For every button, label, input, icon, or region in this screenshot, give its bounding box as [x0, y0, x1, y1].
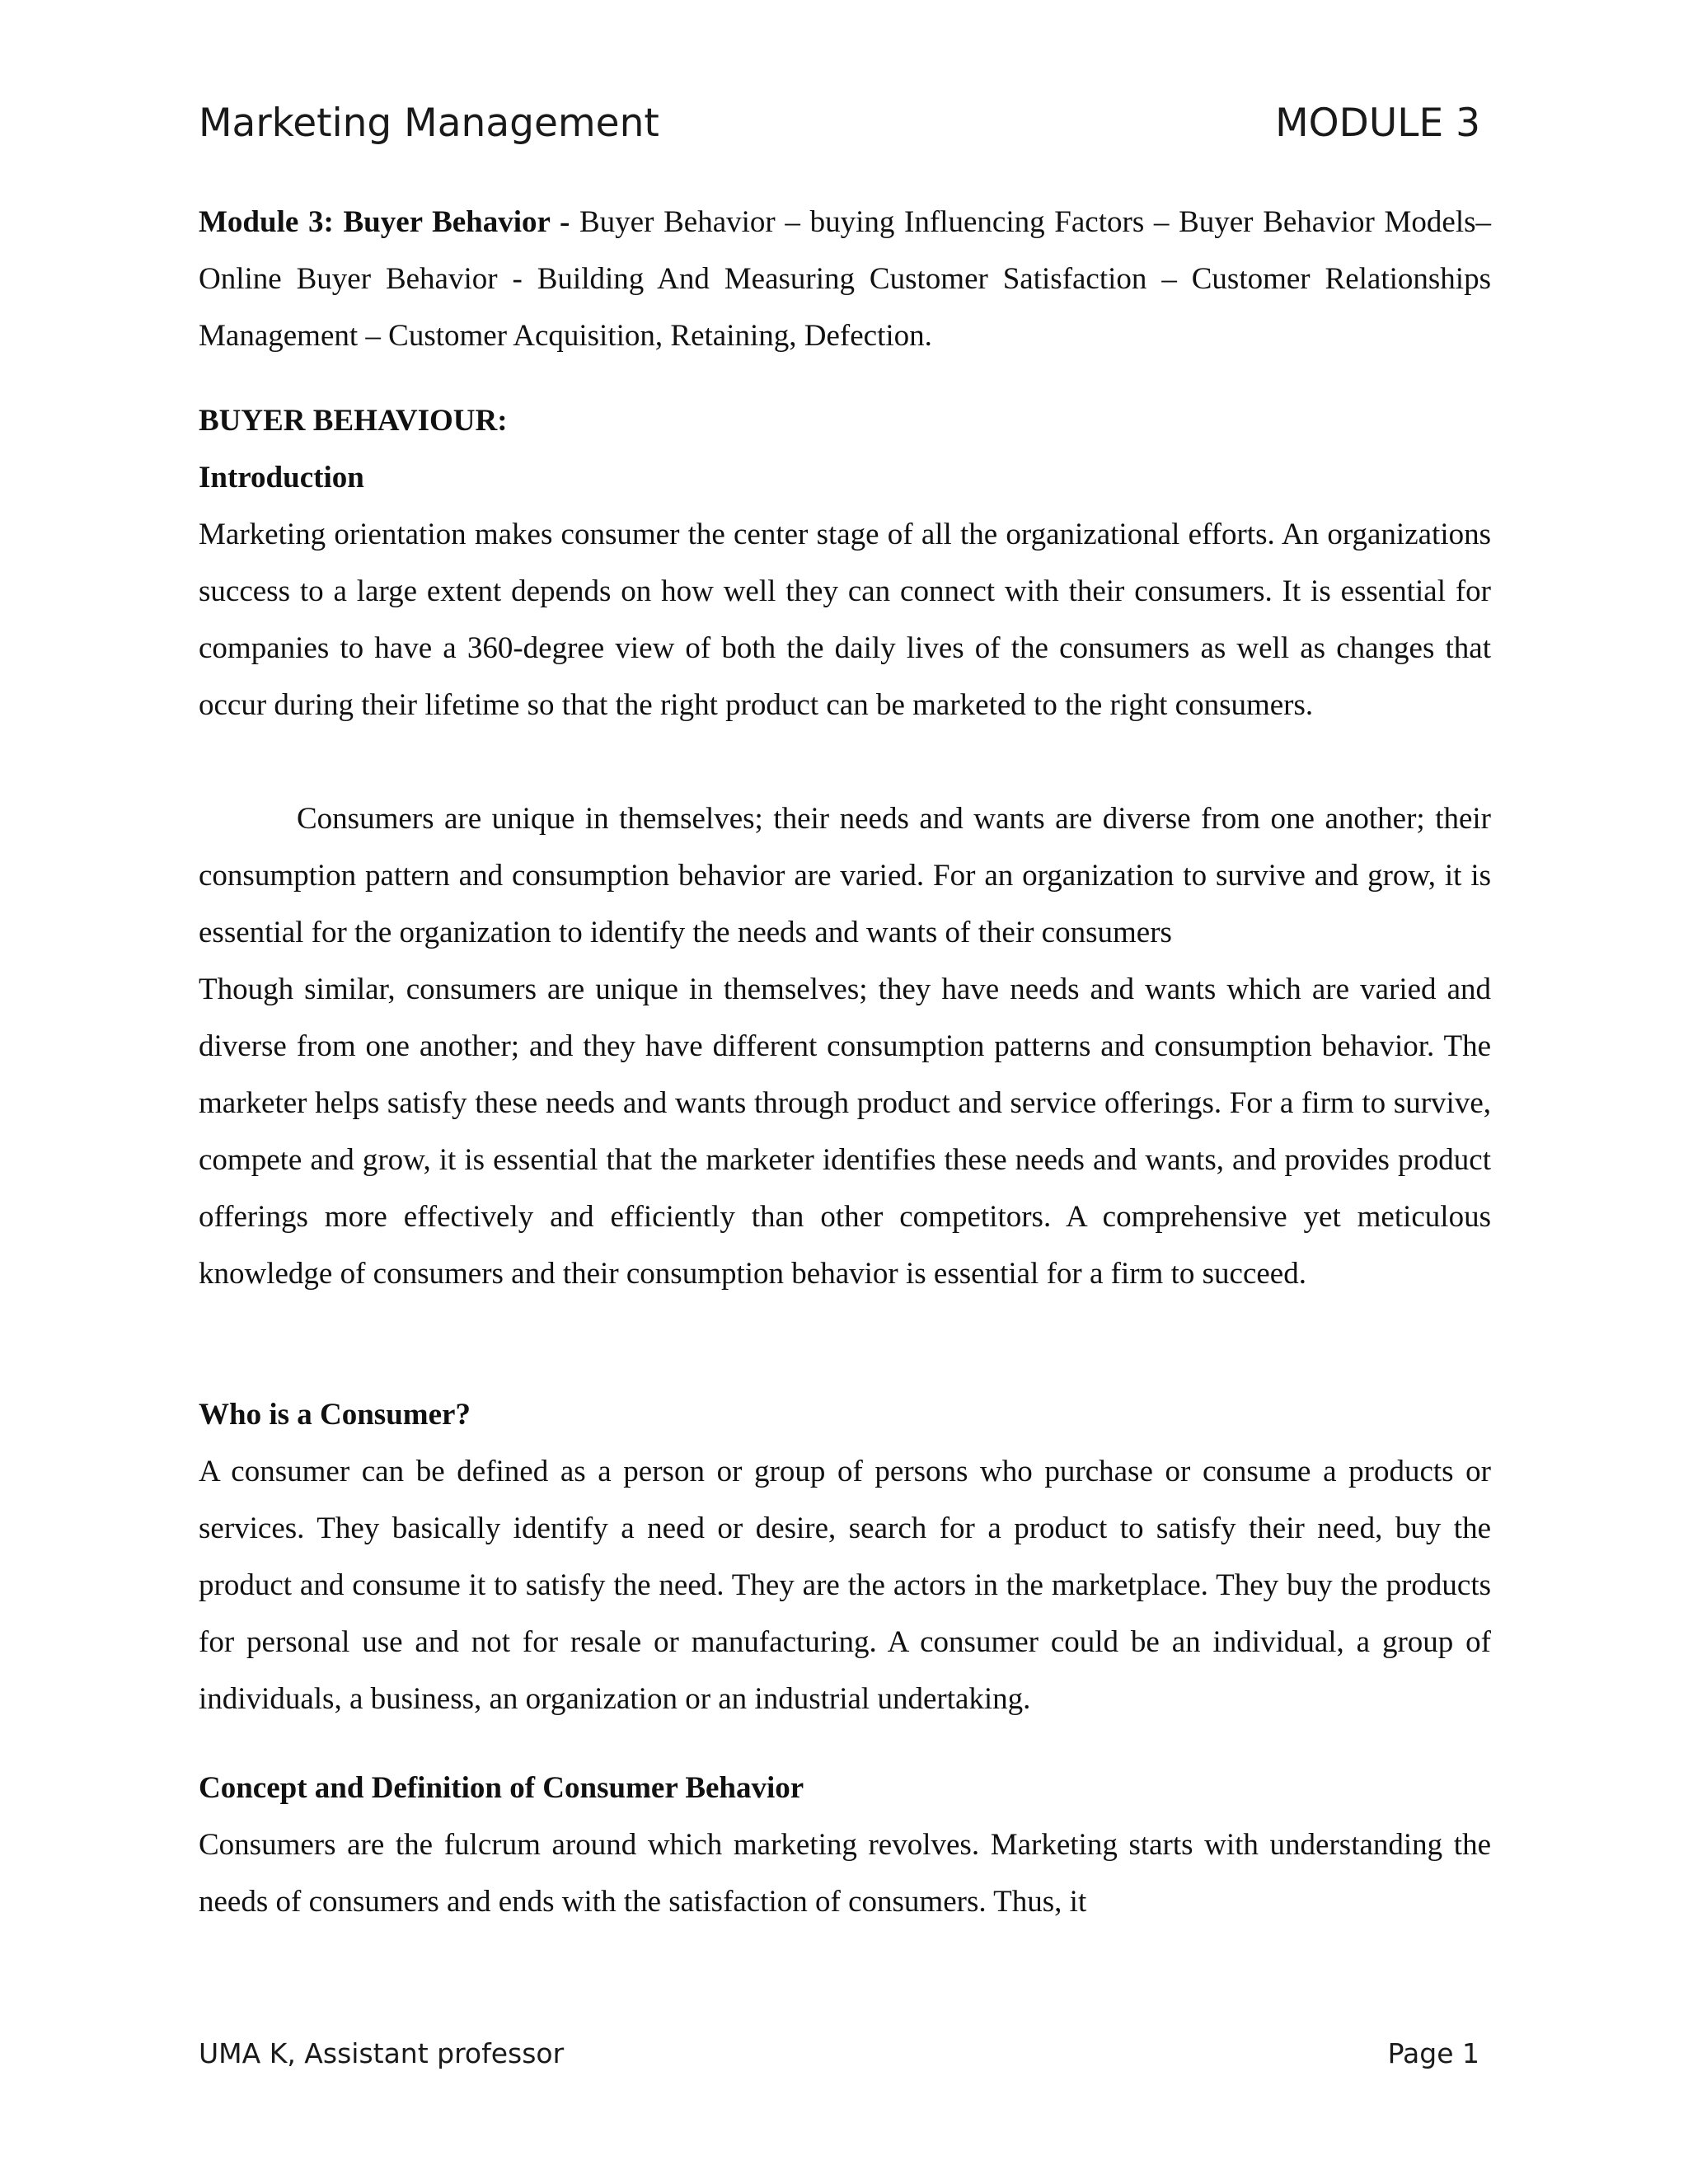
concept-paragraph: Consumers are the fulcrum around which marketing revolves. Marketing starts with understanding the needs of consumers and ends with the satisfaction of consumers. Thus, it — [199, 1828, 1491, 1919]
footer-author: UMA K, Assistant professor — [199, 2037, 565, 2069]
header-module: MODULE 3 — [1275, 101, 1480, 146]
consumer-heading: Who is a Consumer? — [199, 1398, 471, 1432]
intro-paragraph-2: Consumers are unique in themselves; their needs and wants are diverse from one another; their consumption pattern and consumption behavior are varied. For an organization to survive and grow, it is essential for the organization to identify the needs and wants of their consumers — [199, 802, 1491, 949]
syllabus-label: Module 3: Buyer Behavior - — [199, 205, 570, 239]
syllabus-paragraph — [199, 194, 1491, 364]
header-title: Marketing Management — [199, 101, 659, 146]
section-heading: BUYER BEHAVIOUR: — [199, 404, 508, 438]
intro-heading: Introduction — [199, 461, 364, 494]
consumer-paragraph: A consumer can be defined as a person or group of persons who purchase or consume a products or services. They basically identify a need or desire, search for a product to satisfy their need, buy the product and consume it to satisfy the need. They are the actors in the marketplace. They buy the products for personal use and not for resale or manufacturing. A consumer could be an individual, a group of individuals, a business, an organization or an industrial undertaking. — [199, 1455, 1491, 1716]
concept-heading: Concept and Definition of Consumer Behavior — [199, 1771, 804, 1805]
intro-paragraph-3: Though similar, consumers are unique in themselves; they have needs and wants which are varied and diverse from one another; and they have different consumption patterns and consumption behavior. The marketer helps satisfy these needs and wants through product and service offerings. For a firm to survive, compete and grow, it is essential that the marketer identifies these needs and wants, and provides product offerings more effectively and efficiently than other competitors. A comprehensive yet meticulous knowledge of consumers and their consumption behavior is essential for a firm to succeed. — [199, 972, 1491, 1291]
syllabus-text: Buyer Behavior – buying Influencing Factors – Buyer Behavior Models– Online Buyer Behavior - Building And Measuring Customer Satisfaction – Customer Relationships Management – Customer Acquisition, Retaining, Defection. — [199, 205, 1491, 353]
footer-page-number: Page 1 — [1387, 2037, 1479, 2069]
intro-paragraph-1: Marketing orientation makes consumer the center stage of all the organizational efforts. An organizations success to a large extent depends on how well they can connect with their consumers. It is essential for companies to have a 360-degree view of both the daily lives of the consumers as well as changes that occur during their lifetime so that the right product can be marketed to the right consumers. — [199, 518, 1491, 722]
